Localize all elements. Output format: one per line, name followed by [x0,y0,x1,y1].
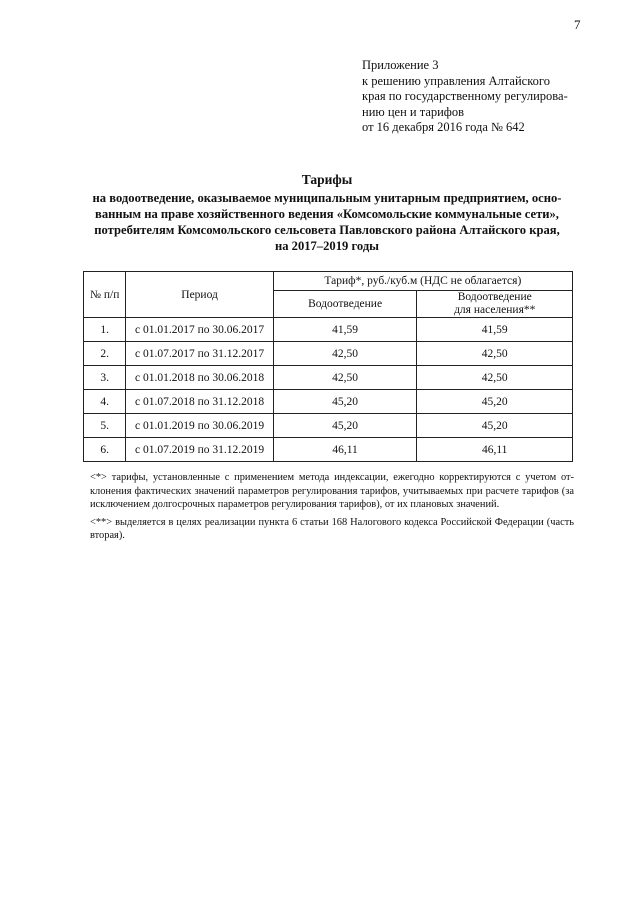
cell-num: 4. [84,390,126,414]
footnote-vat: <**> выделяется в целях реализации пункта 6 статьи 168 Налогового кодекса Российской Федерации (часть вторая). [90,516,574,541]
table-row [84,318,573,342]
appendix-line: нию цен и тарифов [362,104,465,119]
page-number: 7 [574,17,581,32]
footnotes [90,471,574,547]
header-period: Период [126,272,273,318]
cell-wastewater: 42,50 [273,342,417,366]
table-row [84,438,573,462]
cell-population: 42,50 [417,366,573,390]
footnote-indexation: <*> тарифы, установленные с применением метода индексации, ежегодно корректируются с учетом от-клонения фактических значений параметров регулирования тарифов, учитываемых при расчете тарифов (за исключением долгосрочных параметров регулирования тарифов), от их плановых значений. [90,472,574,510]
table-row [84,390,573,414]
cell-num: 3. [84,366,126,390]
appendix-line: от 16 декабря 2016 года № 642 [362,120,525,134]
title-line: на водоотведение, оказываемое муниципальным унитарным предприятием, осно- [92,191,562,205]
cell-population: 45,20 [417,414,573,438]
cell-period: с 01.01.2019 по 30.06.2019 [126,414,273,438]
cell-wastewater: 42,50 [273,366,417,390]
cell-period: с 01.01.2017 по 30.06.2017 [126,318,273,342]
header-num: № п/п [84,272,126,318]
cell-period: с 01.07.2018 по 31.12.2018 [126,390,273,414]
title-line: на 2017–2019 годы [274,239,380,253]
header-wastewater-population-line2: для населения** [454,304,536,316]
title-main: Тарифы [301,172,353,187]
cell-population: 45,20 [417,390,573,414]
table-row [84,342,573,366]
appendix-line: края по государственному регулирова- [362,89,568,103]
cell-period: с 01.07.2019 по 31.12.2019 [126,438,273,462]
appendix-line: Приложение 3 [362,58,439,72]
table-row [84,414,573,438]
title-line: ванным на праве хозяйственного ведения «Комсомольские коммунальные сети», [95,207,559,221]
cell-num: 1. [84,318,126,342]
cell-wastewater: 45,20 [273,414,417,438]
header-wastewater: Водоотведение [273,291,417,318]
cell-num: 6. [84,438,126,462]
cell-population: 41,59 [417,318,573,342]
cell-num: 2. [84,342,126,366]
title-line: потребителям Комсомольского сельсовета Павловского района Алтайского края, [94,223,560,237]
header-wastewater-population [417,291,573,318]
document-title [60,172,594,254]
header-tariff-group: Тариф*, руб./куб.м (НДС не облагается) [273,272,572,291]
table-row [84,366,573,390]
cell-wastewater: 46,11 [273,438,417,462]
cell-period: с 01.01.2018 по 30.06.2018 [126,366,273,390]
cell-population: 42,50 [417,342,573,366]
tariffs-table [83,271,573,462]
appendix-line: к решению управления Алтайского [362,73,550,88]
cell-wastewater: 45,20 [273,390,417,414]
cell-wastewater: 41,59 [273,318,417,342]
cell-period: с 01.07.2017 по 31.12.2017 [126,342,273,366]
appendix-block [362,58,612,136]
cell-num: 5. [84,414,126,438]
cell-population: 46,11 [417,438,573,462]
header-wastewater-population-line1: Водоотведение [457,291,532,303]
